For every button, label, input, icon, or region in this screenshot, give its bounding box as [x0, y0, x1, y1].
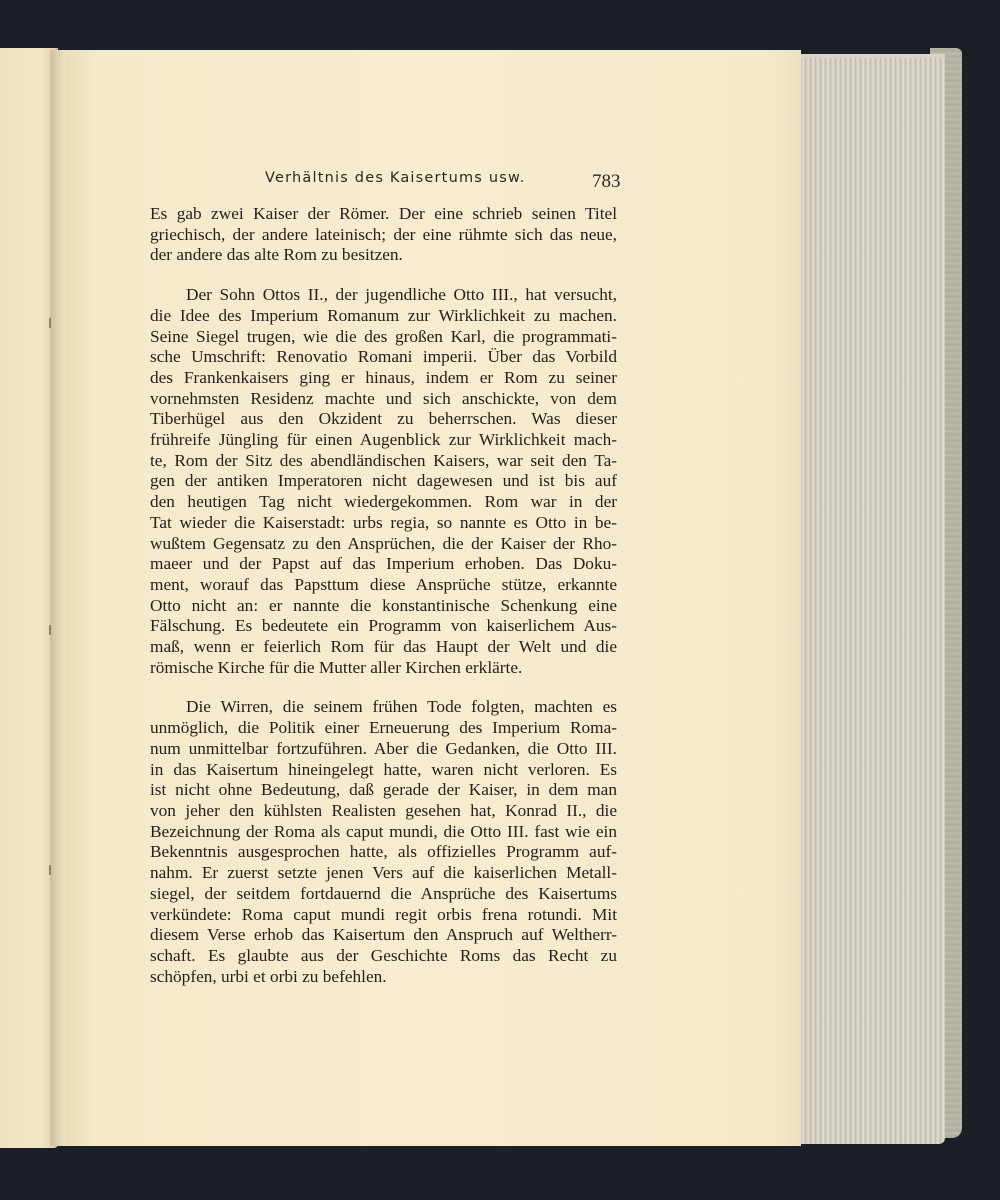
text-line: vornehmsten Residenz machte und sich anschickte, von dem [150, 388, 617, 408]
text-line: Die Wirren, die seinem frühen Tode folgten, machten es [186, 697, 617, 717]
text-line: sche Umschrift: Renovatio Romani imperii. Über das Vorbild [150, 347, 617, 367]
text-line: verkündete: Roma caput mundi regit orbis frena rotundi. Mit [150, 904, 617, 924]
text-line: ist nicht ohne Bedeutung, daß gerade der Kaiser, in dem man [150, 780, 617, 800]
text-line: griechisch, der andere lateinisch; der eine rühmte sich das neue, [150, 224, 617, 244]
text-line: Seine Siegel trugen, wie die des großen Karl, die programmati- [150, 326, 617, 346]
text-line: die Idee des Imperium Romanum zur Wirklichkeit zu machen. [150, 305, 617, 325]
text-line: Der Sohn Ottos II., der jugendliche Otto III., hat versucht, [186, 285, 617, 305]
text-line: gen der antiken Imperatoren nicht dagewesen und ist bis auf [150, 471, 617, 491]
binding-stitch [49, 625, 51, 635]
text-line: frühreife Jüngling für einen Augenblick zur Wirklichkeit mach- [150, 430, 617, 450]
text-line: maß, wenn er feierlich Rom für das Haupt der Welt und die [150, 637, 617, 657]
text-line: Bezeichnung der Roma als caput mundi, die Otto III. fast wie ein [150, 821, 617, 841]
text-line: wußtem Gegensatz zu den Ansprüchen, die der Kaiser der Rho- [150, 533, 617, 553]
text-line: schaft. Es glaubte aus der Geschichte Roms das Recht zu [150, 945, 617, 965]
text-line: römische Kirche für die Mutter aller Kirchen erklärte. [150, 657, 523, 677]
paragraph [150, 204, 617, 266]
text-line: Tiberhügel aus den Okzident zu beherrschen. Was dieser [150, 409, 617, 429]
text-line: des Frankenkaisers ging er hinaus, indem er Rom zu seiner [150, 367, 617, 387]
text-line: Bekenntnis ausgesprochen hatte, als offizielles Programm auf- [150, 842, 617, 862]
text-line: siegel, der seitdem fortdauernd die Ansprüche des Kaisertums [150, 883, 617, 903]
binding-stitch [49, 865, 51, 875]
page-number: 783 [592, 171, 621, 192]
text-line: Es gab zwei Kaiser der Römer. Der eine schrieb seinen Titel [150, 204, 617, 223]
text-line: von jeher den kühlsten Realisten gesehen hat, Konrad II., die [150, 800, 617, 820]
text-line: ment, worauf das Papsttum diese Ansprüche stütze, erkannte [150, 574, 617, 594]
text-line: maeer und der Papst auf das Imperium erhoben. Das Doku- [150, 554, 617, 574]
text-line: Tat wieder die Kaiserstadt: urbs regia, so nannte es Otto in be- [150, 512, 617, 532]
binding-stitch [49, 318, 51, 328]
body-text [150, 204, 617, 1006]
text-line: den heutigen Tag nicht wiedergekommen. Rom war in der [150, 492, 617, 512]
paragraph [150, 697, 617, 987]
text-line: der andere das alte Rom zu besitzen. [150, 245, 403, 265]
text-line: unmöglich, die Politik einer Erneuerung des Imperium Roma- [150, 718, 617, 738]
text-line: in das Kaisertum hineingelegt hatte, waren nicht verloren. Es [150, 759, 617, 779]
text-line: te, Rom der Sitz des abendländischen Kaisers, war seit den Ta- [150, 450, 617, 470]
text-line: Otto nicht an: er nannte die konstantinische Schenkung eine [150, 595, 617, 615]
text-line: schöpfen, urbi et orbi zu befehlen. [150, 966, 387, 986]
paragraph [150, 285, 617, 678]
text-line: num unmittelbar fortzuführen. Aber die Gedanken, die Otto III. [150, 738, 617, 758]
text-line: diesem Verse erhob das Kaisertum den Anspruch auf Weltherr- [150, 925, 617, 945]
page-block-edges [795, 58, 945, 1144]
running-head: Verhältnis des Kaisertums usw. [265, 170, 526, 186]
text-line: Fälschung. Es bedeutete ein Programm von kaiserlichem Aus- [150, 616, 617, 636]
text-line: nahm. Er zuerst setzte jenen Vers auf die kaiserlichen Metall- [150, 863, 617, 883]
